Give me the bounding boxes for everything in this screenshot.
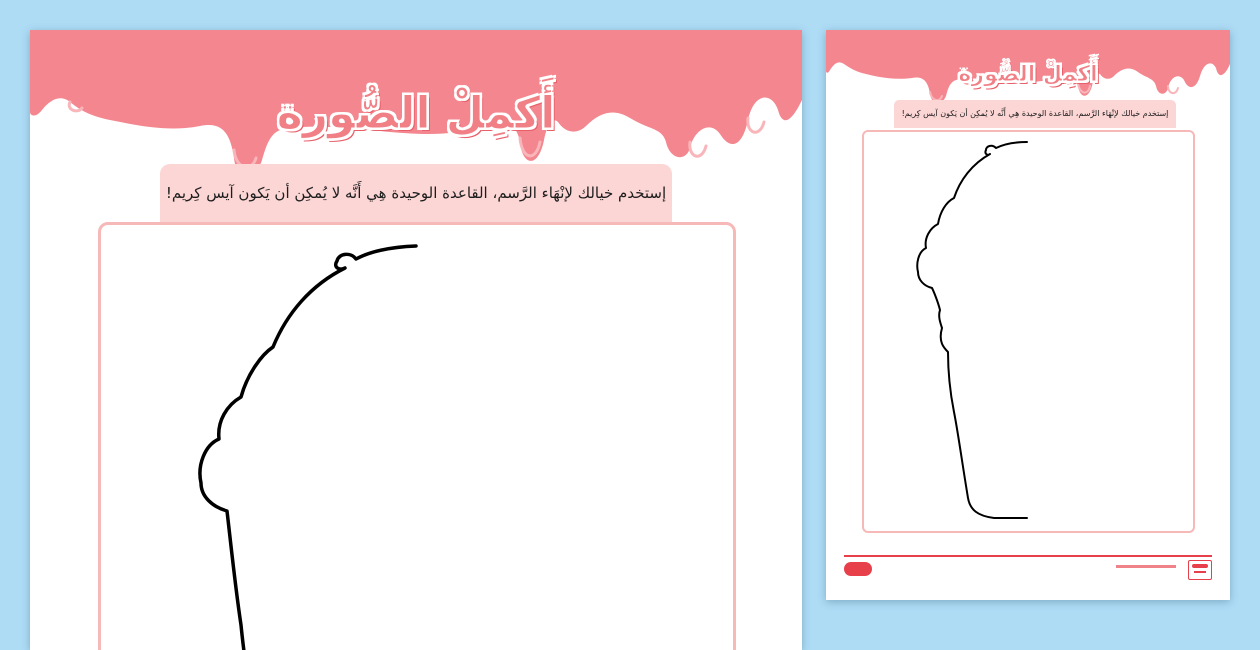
drawing-area-small[interactable]: [862, 130, 1195, 533]
ice-cream-half-outline-icon: [101, 225, 736, 650]
worksheet-preview-large: [30, 30, 802, 650]
drawing-area[interactable]: [98, 222, 736, 650]
ice-cream-half-outline-icon-small: [864, 132, 1195, 533]
worksheet-title-small: أَكمِلْ الصُّورة: [958, 62, 1098, 87]
twinkl-badge-icon: [1188, 560, 1212, 580]
worksheet-title: أَكمِلْ الصُّورة: [276, 88, 556, 139]
worksheet-preview-small: [826, 30, 1230, 600]
twinkl-logo-icon: [844, 562, 872, 576]
footer-divider: [844, 555, 1212, 557]
instruction-banner: إستخدم خيالك لإنْهَاء الرَّسم، القاعدة الوحيدة هِي أَنَّه لا يُمكِن أن يَكون آيس كِريم!: [160, 164, 672, 222]
instruction-banner-small: إستخدم خيالك لإنْهَاء الرَّسم، القاعدة الوحيدة هِي أَنَّه لا يُمكِن أن يَكون آيس كِريم!: [894, 100, 1176, 128]
footer-url-mark: [1116, 565, 1176, 568]
